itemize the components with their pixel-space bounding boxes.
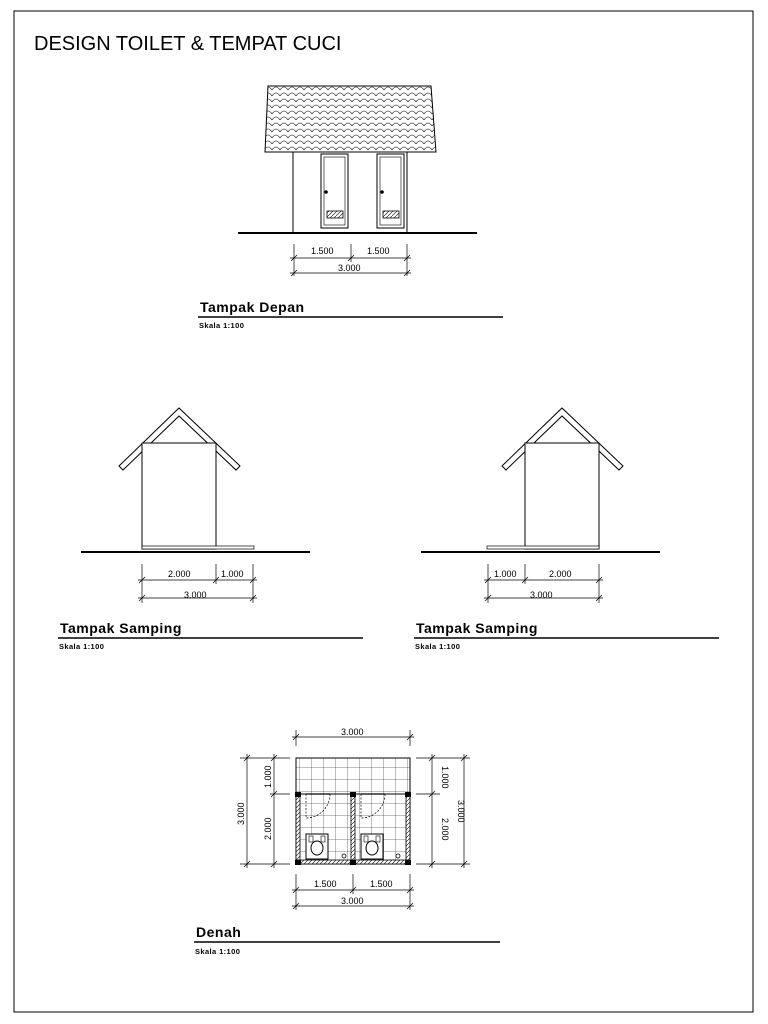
plan-dim-bottom-total: 3.000 bbox=[341, 896, 364, 906]
floor-plan bbox=[194, 727, 500, 956]
plan-dim-left-bottom: 2.000 bbox=[263, 817, 273, 840]
side-right-wall bbox=[525, 443, 599, 549]
plan-washing-area bbox=[296, 758, 410, 794]
side-right-dim-a: 1.000 bbox=[494, 569, 517, 579]
door-handle-right bbox=[380, 190, 384, 194]
plan-view-scale: Skala 1:100 bbox=[195, 947, 241, 956]
plan-dim-left-top: 1.000 bbox=[263, 765, 273, 788]
plan-dim-right-outer: 3.000 bbox=[456, 800, 466, 823]
side-right-view-scale: Skala 1:100 bbox=[415, 642, 461, 651]
side-right-dim-b: 2.000 bbox=[549, 569, 572, 579]
plan-dim-right-bottom: 2.000 bbox=[440, 818, 450, 841]
plan-dim-bottom-left: 1.500 bbox=[314, 879, 337, 889]
side-left-wall bbox=[142, 443, 216, 549]
side-left-dim-a: 2.000 bbox=[168, 569, 191, 579]
front-dim-total: 3.000 bbox=[338, 263, 361, 273]
plan-wall-middle bbox=[351, 794, 355, 864]
plan-dim-left-outer: 3.000 bbox=[236, 802, 246, 825]
side-right-view-label: Tampak Samping bbox=[416, 620, 538, 636]
side-left-view-scale: Skala 1:100 bbox=[59, 642, 105, 651]
front-view-scale: Skala 1:100 bbox=[199, 321, 245, 330]
side-elevation-right bbox=[414, 408, 719, 651]
front-roof bbox=[265, 86, 436, 152]
door-vent-right bbox=[383, 211, 399, 218]
side-elevation-left bbox=[58, 408, 363, 651]
side-left-view-label: Tampak Samping bbox=[60, 620, 182, 636]
plan-wall-left bbox=[296, 794, 300, 864]
side-right-dim-total: 3.000 bbox=[530, 590, 553, 600]
front-dim-right: 1.500 bbox=[367, 246, 390, 256]
door-handle-left bbox=[324, 190, 328, 194]
front-elevation bbox=[198, 86, 503, 330]
plan-dim-right-top: 1.000 bbox=[440, 766, 450, 789]
plan-wall-right bbox=[406, 794, 410, 864]
side-left-dim-b: 1.000 bbox=[221, 569, 244, 579]
plan-view-label: Denah bbox=[196, 924, 242, 940]
door-vent-left bbox=[327, 211, 343, 218]
plan-dim-top: 3.000 bbox=[341, 727, 364, 737]
plan-dim-bottom-right: 1.500 bbox=[370, 879, 393, 889]
front-dim-left: 1.500 bbox=[311, 246, 334, 256]
front-view-label: Tampak Depan bbox=[200, 299, 305, 315]
page-title: DESIGN TOILET & TEMPAT CUCI bbox=[34, 33, 342, 55]
side-left-dim-total: 3.000 bbox=[184, 590, 207, 600]
